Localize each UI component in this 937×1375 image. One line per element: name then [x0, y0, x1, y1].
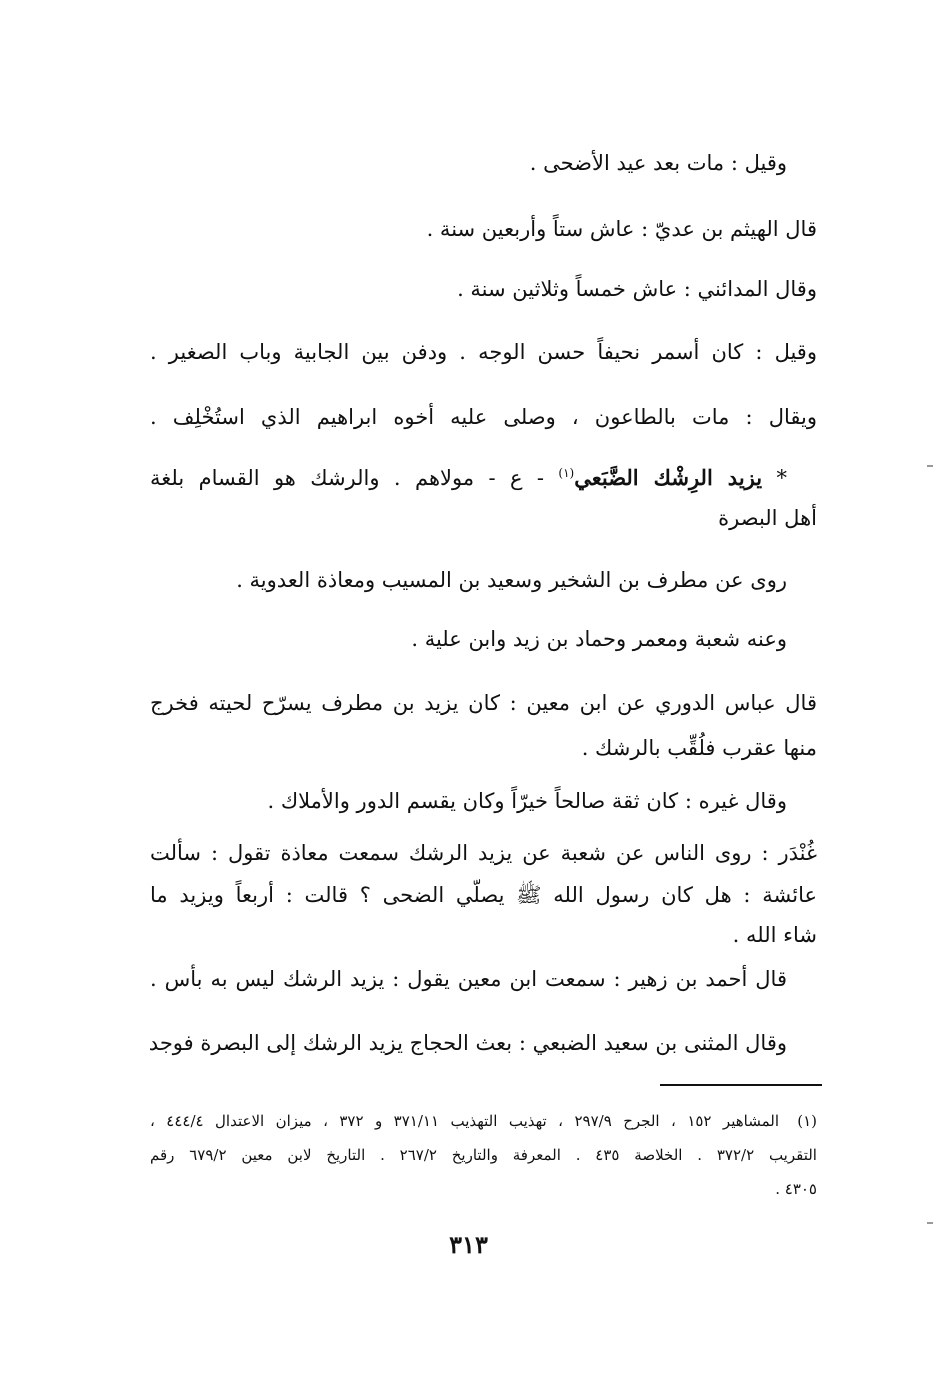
- text-line: أهل البصرة: [718, 506, 817, 530]
- text-line: وقيل : مات بعد عيد الأضحى .: [529, 151, 787, 175]
- scan-mark: [927, 1222, 933, 1224]
- entry-heading-rest: - ع - مولاهم . والرشك هو القسام بلغة: [150, 466, 544, 490]
- text-line: غُنْدَر : روى الناس عن شعبة عن يزيد الرشك سمعت معاذة تقول : سألت: [150, 841, 817, 865]
- text-line: وقال المدائني : عاش خمساً وثلاثين سنة .: [457, 277, 817, 301]
- page-number: ٣١٣: [449, 1230, 488, 1259]
- text-line: شاء الله .: [732, 923, 817, 947]
- footnote-ref: (١): [558, 466, 575, 480]
- text-line: قال عباس الدوري عن ابن معين : كان يزيد بن مطرف يسرّح لحيته فخرج: [150, 691, 817, 715]
- text-line: ويقال : مات بالطاعون ، وصلى عليه أخوه ابراهيم الذي استُخْلِف .: [150, 405, 817, 429]
- text-line: وعنه شعبة ومعمر وحماد بن زيد وابن علية .: [411, 627, 787, 651]
- footnote-line: التقريب ٣٧٢/٢ . الخلاصة ٤٣٥ . المعرفة والتاريخ ٢٦٧/٢ . التاريخ لابن معين ٦٧٩/٢ رقم: [150, 1146, 817, 1164]
- footnote-line: المشاهير ١٥٢ ، الجرح ٢٩٧/٩ ، تهذيب التهذيب ٣٧١/١١ و ٣٧٢ ، ميزان الاعتدال ٤٤٤/٤ ،: [150, 1112, 780, 1130]
- text-line: منها عقرب فلُقِّب بالرشك .: [581, 736, 817, 760]
- text-line: عائشة : هل كان رسول الله ﷺ يصلّي الضحى ؟ قالت : أربعاً ويزيد ما: [150, 883, 817, 907]
- text-line: وقيل : كان أسمر نحيفاً حسن الوجه . ودفن بين الجابية وباب الصغير .: [150, 340, 817, 364]
- entry-star: *: [776, 466, 787, 490]
- text-line: وقال غيره : كان ثقة صالحاً خيرّاً وكان يقسم الدور والأملاك .: [267, 789, 787, 813]
- entry-name: يزيد الرِشْك الضَّبَعي: [574, 465, 763, 490]
- footnote-separator: [660, 1084, 822, 1086]
- text-line: قال الهيثم بن عديّ : عاش ستاً وأربعين سنة .: [426, 217, 817, 241]
- footnote-line: ٤٣٠٥ .: [775, 1180, 817, 1198]
- entry-heading-line: [150, 463, 787, 493]
- scan-mark: [927, 465, 933, 467]
- footnote-marker: (١): [797, 1112, 817, 1130]
- text-line: وقال المثنى بن سعيد الضبعي : بعث الحجاج يزيد الرشك إلى البصرة فوجد: [148, 1031, 787, 1055]
- text-line: قال أحمد بن زهير : سمعت ابن معين يقول : يزيد الرشك ليس به بأس .: [150, 967, 787, 991]
- text-line: روى عن مطرف بن الشخير وسعيد بن المسيب ومعاذة العدوية .: [236, 568, 787, 592]
